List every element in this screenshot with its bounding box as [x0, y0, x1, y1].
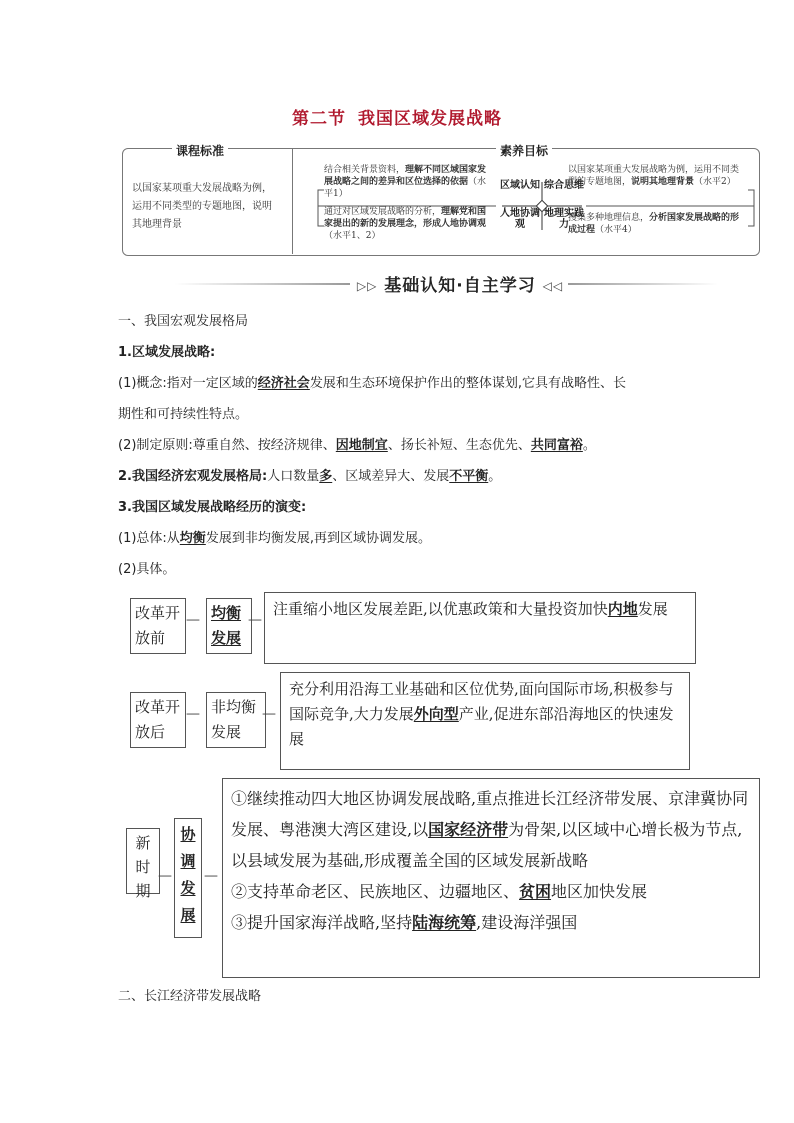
goals-divider [292, 148, 293, 254]
overall-line: (1)总体:从均衡发展到非均衡发展,再到区域协调发展。 [118, 531, 431, 546]
quad-harmony: 人地协调观 [500, 208, 540, 230]
concept-line: (1)概念:指对一定区域的经济社会发展和生态环境保护作出的整体谋划,它具有战略性、长 [118, 376, 626, 391]
row2-dash2: — [262, 706, 276, 722]
banner-line-right [568, 283, 718, 285]
literacy-left-top: 结合相关背景资料，理解不同区域国家发展战略之间的差异和区位选择的依据（水平1） [324, 165, 487, 199]
standards-text: 以国家某项重大发展战略为例，运用不同类型的专题地图，说明其地理背景 [132, 183, 272, 230]
arrow-right-icon: ▷▷ [356, 279, 378, 293]
row3-item1: ①继续推动四大地区协调发展战略,重点推进长江经济带发展、京津冀协同发展、粤港澳大湾区建设,以国家经济带为骨架,以区域中心增长极为节点,以县域发展为基础,形成覆盖全国的区域发展新战略 [231, 789, 749, 870]
banner-text: 基础认知·自主学习 [384, 276, 536, 296]
row1-dash2: — [248, 612, 262, 628]
subheading-3: 3.我国区域发展战略经历的演变: [118, 500, 307, 515]
row2-stage: 非均衡发展 [206, 692, 266, 748]
quad-integrated-thinking: 综合思维 [544, 180, 584, 191]
specific-line: (2)具体。 [118, 562, 176, 577]
literacy-tag: 素养目标 [496, 142, 552, 159]
row3-stage: 协调发展 [174, 818, 202, 938]
row3-dash1: — [158, 868, 172, 884]
section-number: 第二节 [292, 109, 346, 129]
row3-item3: ③提升国家海洋战略,坚持陆海统筹,建设海洋强国 [231, 913, 578, 932]
section-name: 我国区域发展战略 [358, 109, 502, 129]
page-title [0, 104, 794, 129]
row1-dash1: — [186, 612, 200, 628]
row1-desc: 注重缩小地区发展差距,以优惠政策和大量投资加快内地发展 [264, 592, 696, 664]
row3-era: 新时期 [126, 828, 160, 894]
row3-item2: ②支持革命老区、民族地区、边疆地区、贫困地区加快发展 [231, 882, 648, 901]
row3-dash2: — [204, 868, 218, 884]
subheading-1: 1.区域发展战略: [118, 345, 216, 360]
literacy-right-top: 以国家某项重大发展战略为例，运用不同类型的专题地图，说明其地理背景（水平2） [568, 165, 740, 187]
banner-line-left [175, 283, 350, 285]
principle-line: (2)制定原则:尊重自然、按经济规律、因地制宜、扬长补短、生态优先、共同富裕。 [118, 438, 596, 453]
row3-desc [222, 778, 760, 978]
concept-line-2: 期性和可持续性特点。 [118, 407, 249, 422]
row2-era: 改革开放后 [130, 692, 186, 748]
quad-regional-cognition: 区域认知 [500, 180, 540, 191]
quad-practice: 地理实践力 [544, 208, 584, 230]
row1-stage: 均衡发展 [206, 598, 252, 654]
arrow-left-icon: ◁◁ [542, 279, 564, 293]
left-connectors [316, 176, 500, 236]
row1-era: 改革开放前 [130, 598, 186, 654]
pattern-line: 2.我国经济宏观发展格局:人口数量多、区域差异大、发展不平衡。 [118, 469, 502, 484]
row2-desc: 充分利用沿海工业基础和区位优势,面向国际市场,积极参与国际竞争,大力发展外向型产业,促进东部沿海地区的快速发展 [280, 672, 690, 770]
row2-dash1: — [186, 706, 200, 722]
section-banner [352, 271, 568, 296]
section2-heading: 二、长江经济带发展战略 [118, 989, 262, 1004]
literacy-left-bottom: 通过对区域发展战略的分析，理解党和国家提出的新的发展理念，形成人地协调观（水平1、2） [324, 207, 487, 241]
standards-tag: 课程标准 [172, 142, 228, 159]
section1-heading: 一、我国宏观发展格局 [118, 314, 249, 329]
literacy-right-bottom: 搜集多种地理信息，分析国家发展战略的形成过程（水平4） [568, 213, 740, 235]
